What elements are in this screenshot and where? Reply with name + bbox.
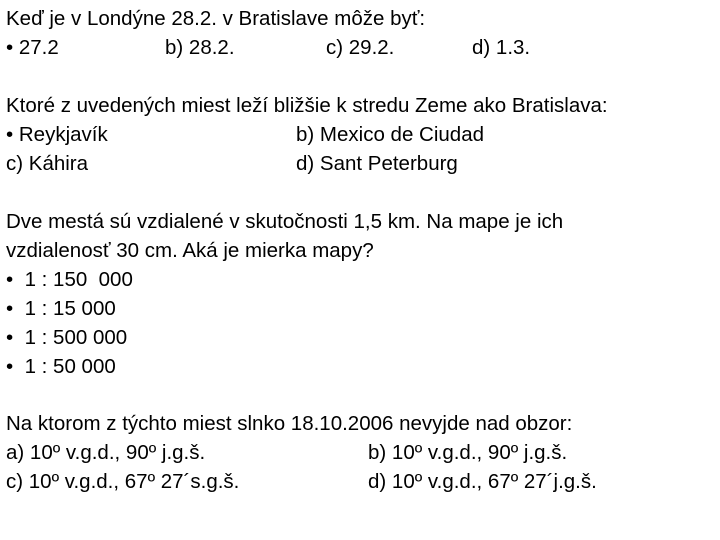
question-2-option-b: b) Mexico de Ciudad: [296, 123, 485, 146]
question-3-option-2: • 1 : 15 000: [6, 297, 116, 320]
question-3-option-1: • 1 : 150 000: [6, 268, 133, 291]
question-3-text-line-2: vzdialenosť 30 cm. Aká je mierka mapy?: [6, 239, 374, 262]
question-2-option-a: • Reykjavík: [6, 123, 108, 146]
question-1-text: Keď je v Londýne 28.2. v Bratislave môže byť:: [6, 7, 426, 30]
question-3-option-4: • 1 : 50 000: [6, 355, 116, 378]
question-4-text: Na ktorom z týchto miest slnko 18.10.2006 nevyjde nad obzor:: [6, 412, 573, 435]
question-2-option-c: c) Káhira: [6, 152, 89, 175]
question-2-option-d: d) Sant Peterburg: [296, 152, 458, 175]
question-4-option-c: c) 10º v.g.d., 67º 27´s.g.š.: [6, 470, 240, 493]
question-1-option-b: b) 28.2.: [165, 36, 235, 59]
question-4-option-b: b) 10º v.g.d., 90º j.g.š.: [368, 441, 568, 464]
question-4-option-a: a) 10º v.g.d., 90º j.g.š.: [6, 441, 206, 464]
question-3-option-3: • 1 : 500 000: [6, 326, 128, 349]
question-1-option-d: d) 1.3.: [472, 36, 531, 59]
question-2-text: Ktoré z uvedených miest leží bližšie k stredu Zeme ako Bratislava:: [6, 94, 608, 117]
question-3-text-line-1: Dve mestá sú vzdialené v skutočnosti 1,5 km. Na mape je ich: [6, 210, 564, 233]
question-4-option-d: d) 10º v.g.d., 67º 27´j.g.š.: [368, 470, 597, 493]
question-1-option-a: • 27.2: [6, 36, 59, 59]
question-1-option-c: c) 29.2.: [326, 36, 395, 59]
